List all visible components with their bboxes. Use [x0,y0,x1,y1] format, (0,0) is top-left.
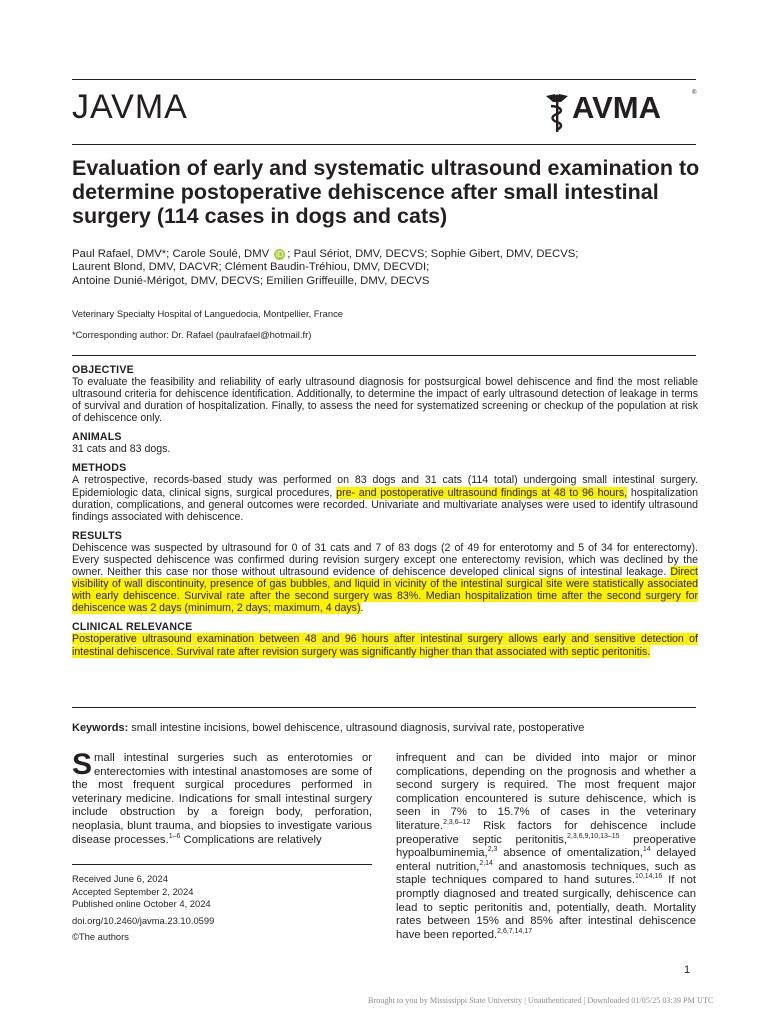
clinical-highlight: Postoperative ultrasound examination between 48 and 96 hours after intestinal surgery allows early and sensitive detection of intestinal dehiscence. Survival rate after revision surgery was significantly higher than that associated with septic peritonitis. [72,633,698,658]
accepted-date: Accepted September 2, 2024 [72,885,194,897]
abstract [72,364,698,665]
authors-line-2: Laurent Blond, DMV, DACVR; Clément Baudin-Tréhiou, DMV, DECVDI; [72,261,430,274]
top-rule [72,79,696,80]
reference-link[interactable]: 2,6,7,14,17 [497,927,533,935]
body-column-right [396,752,696,942]
animals-heading: ANIMALS [72,431,122,444]
reference-link[interactable]: 1–6 [168,832,181,840]
download-footer: Brought to you by Mississippi State University | Unauthenticated | Downloaded 01/05/25 03:39 PM UTC [368,996,714,1005]
journal-name: JAVMA [72,88,188,126]
results-text-a: Dehiscence was suspected by ultrasound for 0 of 31 cats and 7 of 83 dogs (2 of 49 for enterotomy and 5 of 34 for enterectomy). Every suspected dehiscence was confirmed during revision surgery except one enterectomy revision, which was declined by the owner. Neither this case nor those without ultrasound evidence of dehiscence developed clinical signs of intestinal leakage. [72,541,698,579]
right-text-c: preoperative hypoalbuminemia, [396,833,696,860]
reference-link[interactable]: 14 [642,846,651,854]
methods-text-a: A retrospective, records-based study was performed on 83 dogs and 31 cats (114 total) undergoing small intestinal surgery. Epidemiologic data, clinical signs, surgical procedures, [72,474,698,499]
left-text-b: Complications are relatively [180,833,322,846]
keywords-label: Keywords: [72,722,129,734]
reference-link[interactable]: 2,3,6–12 [443,819,471,827]
reference-link[interactable]: 2,14 [479,859,493,867]
avma-logo [544,88,696,134]
results-heading: RESULTS [72,529,123,542]
orcid-icon[interactable]: iD [276,249,284,259]
right-text-d: absence of omentalization, [497,847,643,860]
results-highlight: Direct visibility of wall discontinuity, presence of gas bubbles, and liquid in vicinity of the intestinal surgical site were statistically associated with early dehiscence. Survival rate after the second surgery was 83%. Median hospitalization time after the second surgery for dehiscence was 2 days (minimum, 2 days; maximum, 4 days) [72,566,698,615]
caduceus-icon [544,90,570,134]
right-text-e: delayed enteral nutrition, [396,847,696,873]
reference-link[interactable]: 2,3 [487,846,498,854]
left-text-a: mall intestinal surgeries such as enterotomies or enterectomies with intestinal anastomoses are some of the most frequent surgical procedures performed in veterinary medicine. Indications for small intestinal surgery include obstruction by a foreign body, perforation, neoplasia, blunt trauma, and biopsies to investigate various disease processes. [72,752,372,846]
objective-text: To evaluate the feasibility and reliability of early ultrasound diagnosis for postsurgical bowel dehiscence and find the most reliable ultrasound criteria for dehiscence identification. Additionally, to determine the impact of early ultrasound detection of leakage in terms of survival and duration of hospitalization. Finally, to assess the need for systematized screening or checkup of the population at risk of dehiscence only. [72,376,698,425]
affiliation: Veterinary Specialty Hospital of Languedocia, Montpellier, France [72,308,343,319]
dates-rule [72,864,372,865]
body-column-left [72,748,372,847]
drop-cap: S [72,748,93,781]
animals-text: 31 cats and 83 dogs. [72,443,171,456]
corresponding-author: *Corresponding author: Dr. Rafael (paulrafael@hotmail.fr) [72,329,312,340]
publication-dates [72,873,214,944]
header-rule [72,144,696,145]
right-text-b: Risk factors for dehiscence include preoperative septic peritonitis, [396,819,696,846]
abstract-bottom-rule [72,707,696,708]
authors-line-1b: ; Paul Sériot, DMV, DECVS; Sophie Gibert, DMV, DECVS; [287,248,579,260]
clinical-relevance-heading: CLINICAL RELEVANCE [72,621,193,634]
abstract-rule [72,355,696,356]
keywords-text: small intestine incisions, bowel dehiscence, ultrasound diagnosis, survival rate, postoperative [128,722,585,734]
published-date: Published online October 4, 2024 [72,898,211,910]
reference-link[interactable]: 10,14,16 [635,873,663,881]
methods-text-b: hospitalization duration, complications, and general outcomes were recorded. Univariate and multivariate analyses were used to identify ultrasound findings associated with dehiscence. [72,486,698,523]
article-title: Evaluation of early and systematic ultrasound examination to determine postoperative dehiscence after small intestinal surgery (114 cases in dogs and cats) [72,156,700,228]
objective-heading: OBJECTIVE [72,364,134,376]
results-text-b: . [360,602,364,615]
page-number: 1 [684,964,691,976]
methods-text [72,474,698,522]
right-text-f: and anastomosis techniques, such as staple techniques compared to hand sutures. [396,860,696,887]
keywords [72,722,584,734]
copyright: ©The authors [72,931,129,943]
author-list [72,248,692,288]
methods-highlight: pre- and postoperative ultrasound findings at 48 to 96 hours, [336,486,628,499]
methods-heading: METHODS [72,462,127,475]
trademark-mark: ® [692,90,697,96]
reference-link[interactable]: 2,3,6,9,10,13–15 [567,832,620,840]
received-date: Received June 6, 2024 [72,873,168,884]
authors-line-3: Antoine Dunié-Mérigot, DMV, DECVS; Emilien Griffeuille, DMV, DECVS [72,274,430,287]
avma-logo-text: AVMA [572,90,661,125]
results-text [72,542,698,615]
clinical-relevance-text [72,633,698,657]
doi-link[interactable]: doi.org/10.2460/javma.23.10.0599 [72,914,215,926]
authors-line-1a: Paul Rafael, DMV*; Carole Soulé, DMV [72,248,270,260]
right-text-g: If not promptly diagnosed and treated surgically, dehiscence can lead to septic peritonitis and, potentially, death. Mortality rates between 15% and 85% after intestinal dehiscence have been reported. [396,874,696,941]
right-text-a: infrequent and can be divided into major or minor complications, depending on the prognosis and whether a second surgery is required. The most frequent major complication encountered is suture dehiscence, which is seen in 7% to 15.7% of cases in the veterinary literature. [396,752,696,832]
